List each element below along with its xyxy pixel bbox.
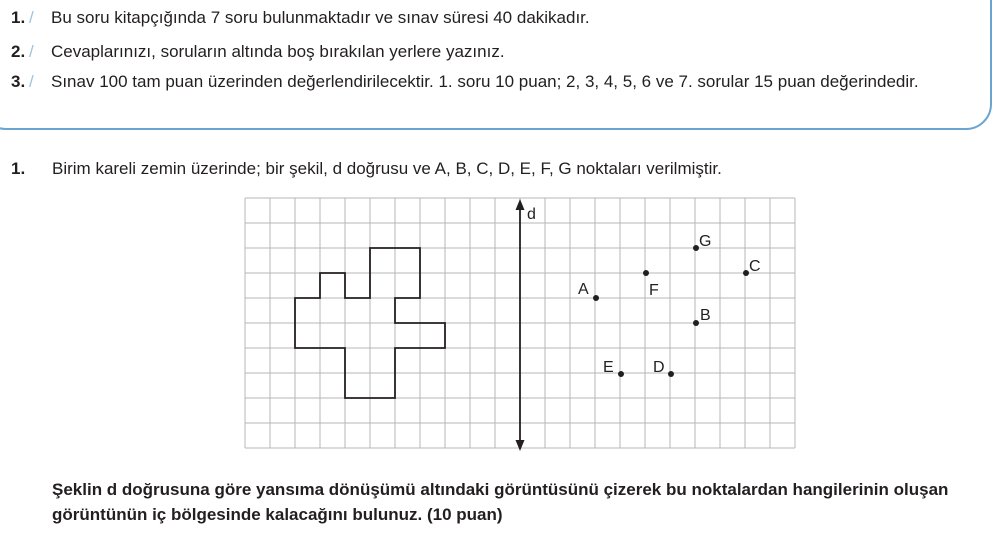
question-number: 1.	[11, 159, 26, 178]
point-e-label: E	[603, 359, 614, 376]
slash-decoration: /	[29, 72, 34, 91]
slash-decoration: /	[29, 8, 34, 27]
line-d-label: d	[527, 206, 536, 223]
instruction-text: Sınav 100 tam puan üzerinden değerlendirilecektir. 1. soru 10 puan; 2, 3, 4, 5, 6 ve 7. sorular 15 puan değerindedir.	[51, 72, 919, 91]
points-group	[578, 233, 761, 377]
instruction-number: 3.	[11, 72, 26, 91]
instruction-text: Cevaplarınızı, soruların altında boş bırakılan yerlere yazınız.	[51, 42, 505, 61]
point-a-dot	[593, 295, 599, 301]
instruction-number: 1.	[11, 8, 26, 27]
point-b-label: B	[700, 307, 711, 324]
point-e-dot	[618, 371, 624, 377]
point-b-dot	[693, 320, 699, 326]
task-text: Şeklin d doğrusuna göre yansıma dönüşümü altındaki görüntüsünü çizerek bu noktalardan hangilerinin oluşan görüntünün iç bölgesinde kalacağını bulunuz. (10 puan)	[52, 480, 949, 524]
question-text: Birim kareli zemin üzerinde; bir şekil, d doğrusu ve A, B, C, D, E, F, G noktaları verilmiştir.	[52, 159, 722, 178]
point-f-label: F	[649, 282, 659, 299]
point-d-dot	[668, 371, 674, 377]
line-d-arrow-down	[516, 440, 525, 451]
instruction-number: 2.	[11, 42, 26, 61]
point-d-label: D	[653, 359, 665, 376]
line-d-arrow-up	[516, 199, 525, 210]
point-a-label: A	[578, 281, 589, 298]
point-g-label: G	[699, 233, 712, 250]
instruction-text: Bu soru kitapçığında 7 soru bulunmaktadır ve sınav süresi 40 dakikadır.	[51, 8, 590, 27]
point-f-dot	[643, 270, 649, 276]
slash-decoration: /	[29, 42, 34, 61]
point-c-label: C	[749, 258, 761, 275]
